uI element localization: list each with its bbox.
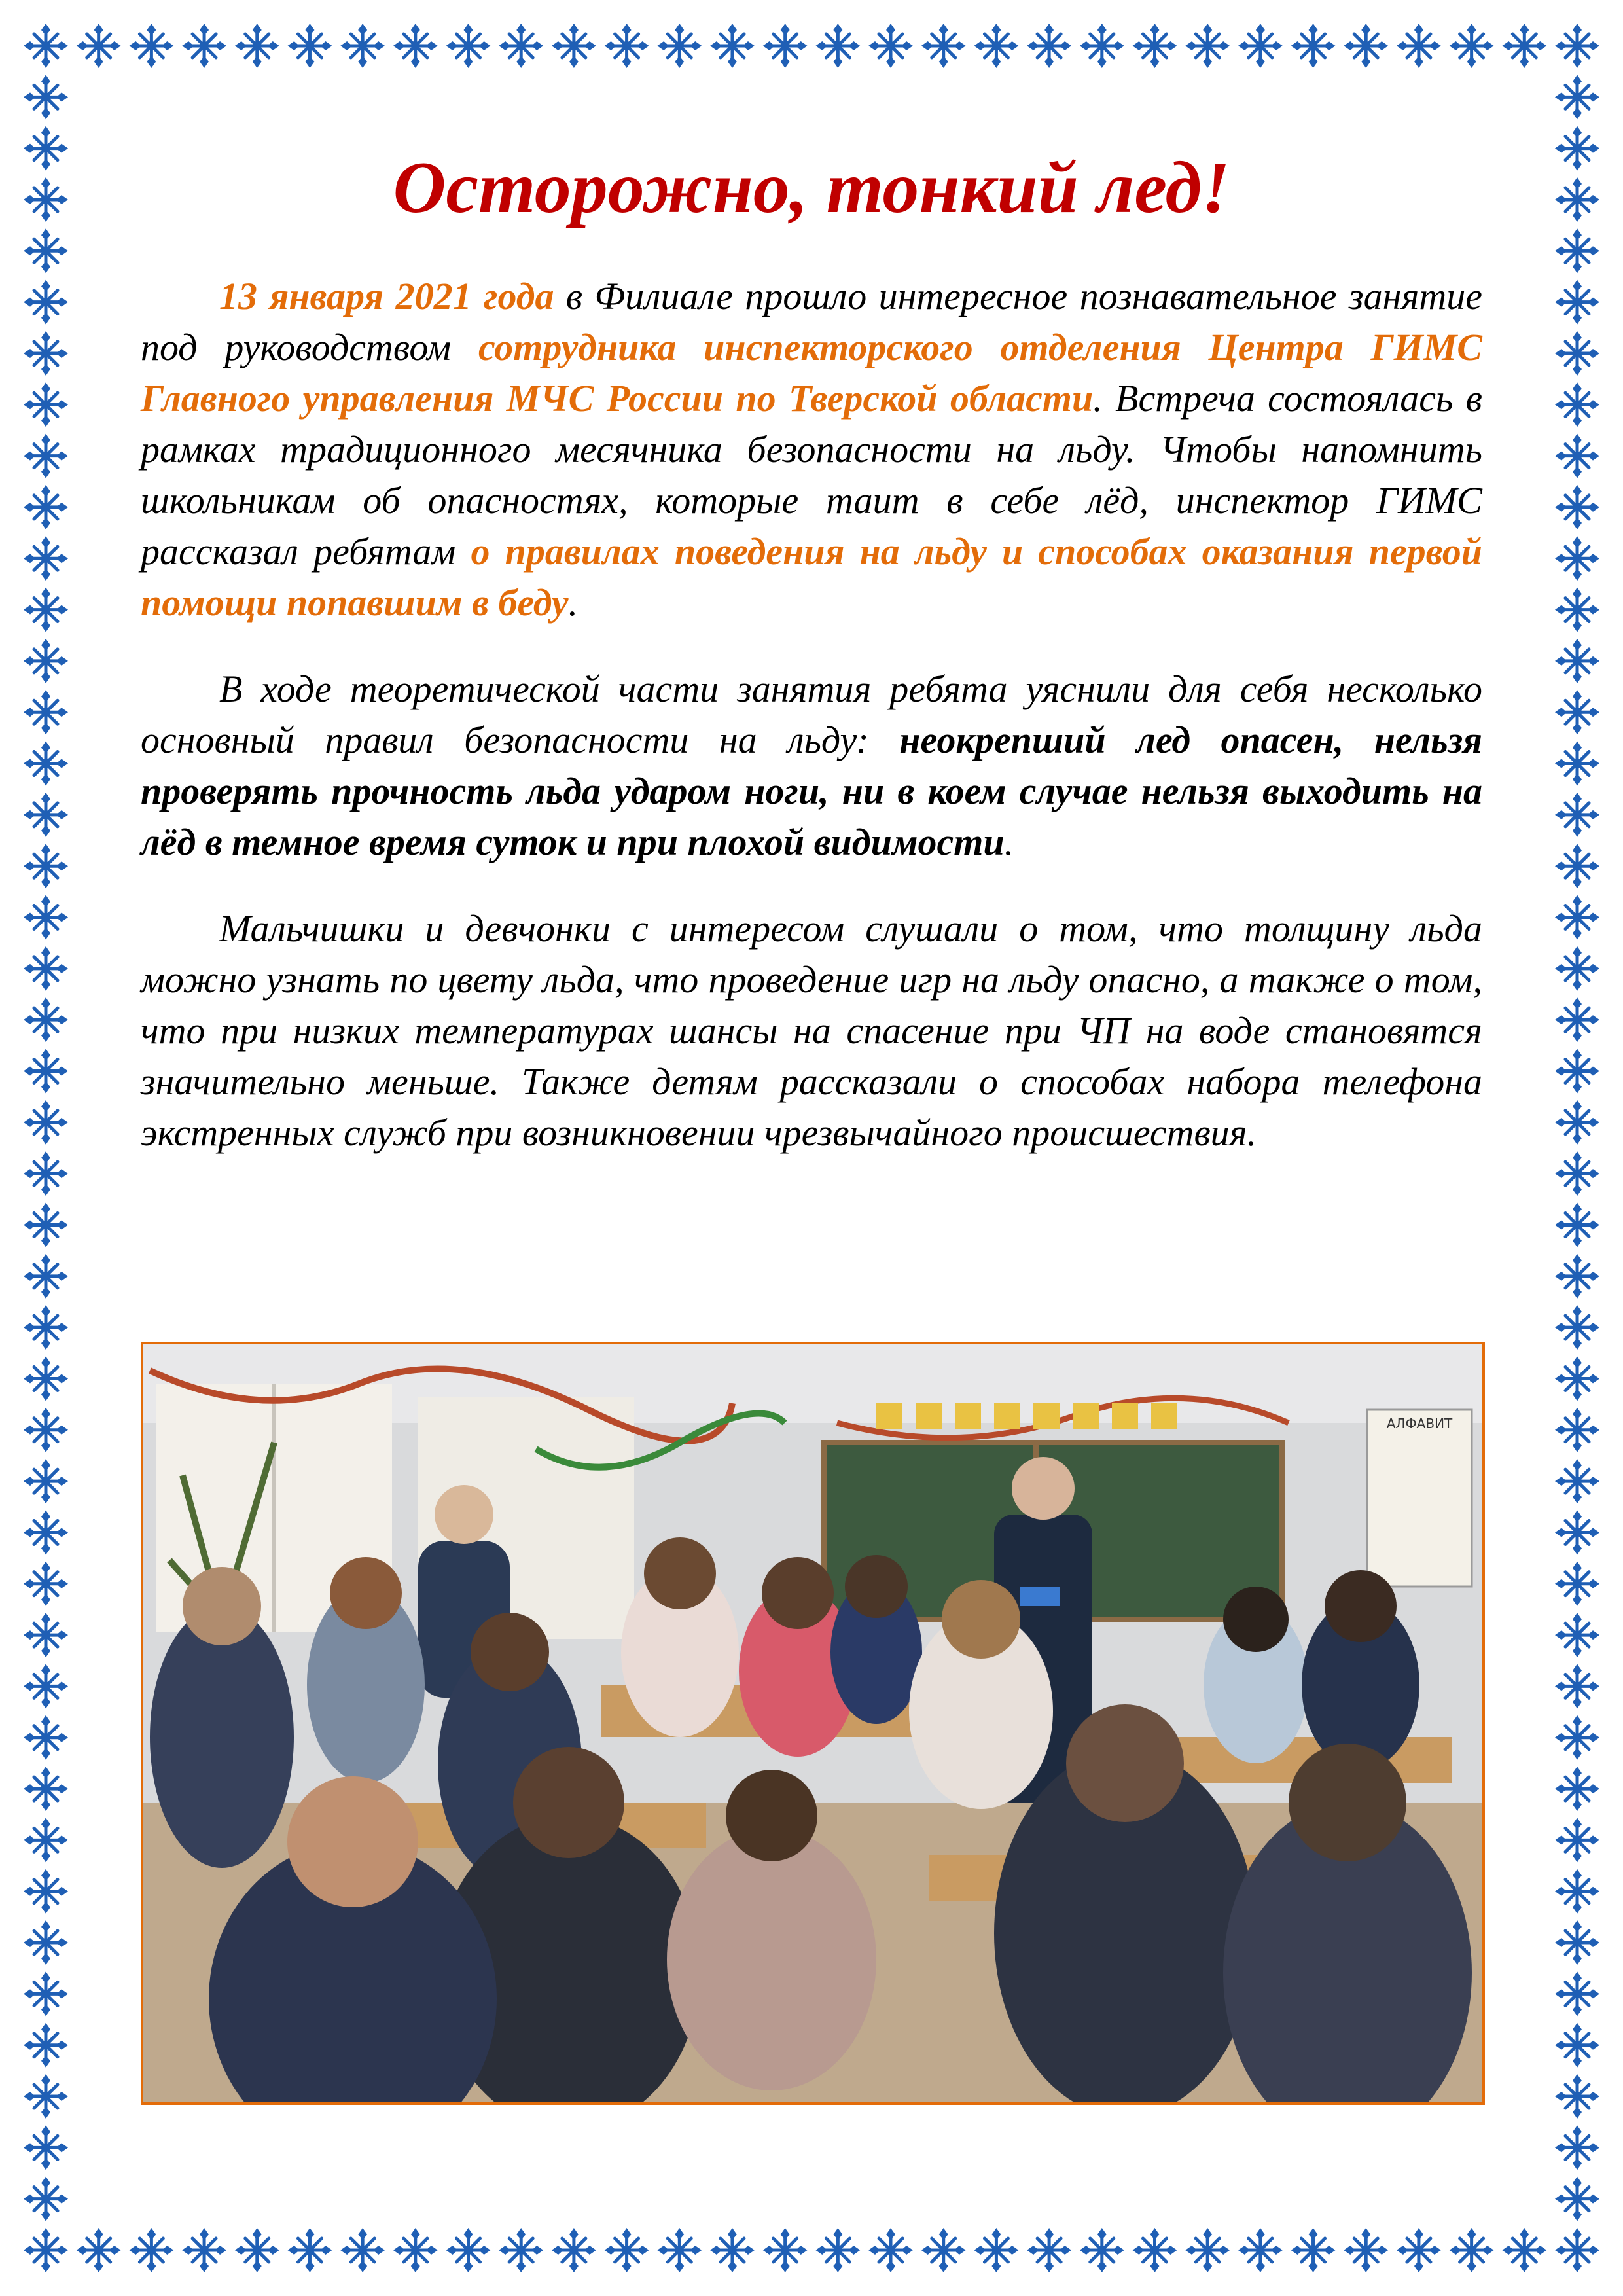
snowflake-icon <box>24 1202 68 1247</box>
snowflake-icon <box>552 2228 596 2272</box>
snowflake-icon <box>1555 742 1599 786</box>
snowflake-icon <box>1555 997 1599 1042</box>
snowflake-icon <box>1502 2228 1546 2272</box>
snowflake-icon <box>24 793 68 837</box>
snowflake-icon <box>1555 1202 1599 1247</box>
snowflake-icon <box>1555 690 1599 734</box>
snowflake-icon <box>24 1510 68 1554</box>
snowflake-icon <box>24 1664 68 1708</box>
snowflake-icon <box>1555 1818 1599 1862</box>
snowflake-icon <box>1185 2228 1230 2272</box>
snowflake-icon <box>182 24 226 68</box>
snowflake-icon <box>24 280 68 325</box>
snowflake-icon <box>182 2228 226 2272</box>
snowflake-icon <box>974 24 1018 68</box>
snowflake-icon <box>1132 2228 1177 2272</box>
snowflake-icon <box>1397 24 1441 68</box>
snowflake-icon <box>24 331 68 376</box>
snowflake-icon <box>24 2023 68 2068</box>
snowflake-icon <box>24 639 68 683</box>
snowflake-icon <box>287 2228 332 2272</box>
snowflake-icon <box>1555 1562 1599 1606</box>
snowflake-icon <box>129 2228 173 2272</box>
snowflake-icon <box>24 1613 68 1657</box>
snowflake-icon <box>1291 24 1336 68</box>
snowflake-icon <box>446 2228 491 2272</box>
snowflake-icon <box>1555 946 1599 991</box>
p2-text-2: . <box>1004 821 1014 864</box>
snowflake-icon <box>1555 1664 1599 1708</box>
snowflake-icon <box>868 2228 913 2272</box>
snowflake-icon <box>24 1869 68 1914</box>
snowflake-icon <box>1344 24 1388 68</box>
snowflake-icon <box>1555 485 1599 529</box>
snowflake-icon <box>24 1356 68 1401</box>
document-body <box>141 124 1482 1194</box>
snowflake-icon <box>24 1818 68 1862</box>
snowflake-icon <box>24 1767 68 1811</box>
snowflake-icon <box>1555 588 1599 632</box>
snowflake-icon <box>1555 536 1599 581</box>
snowflake-icon <box>235 24 279 68</box>
snowflake-icon <box>1555 177 1599 222</box>
snowflake-icon <box>77 24 121 68</box>
snowflake-icon <box>657 24 702 68</box>
snowflake-icon <box>1555 1613 1599 1657</box>
safety-rules-bold: неокрепший лед опасен, нельзя проверять прочность льда ударом ноги, ни в коем случае нельзя выходить на лёд в темное время суток и при плохой видимости <box>141 719 1482 864</box>
snowflake-icon <box>24 690 68 734</box>
snowflake-icon <box>1555 1100 1599 1145</box>
snowflake-icon <box>24 126 68 171</box>
snowflake-icon <box>24 997 68 1042</box>
snowflake-icon <box>1555 639 1599 683</box>
snowflake-icon <box>1555 1869 1599 1914</box>
snowflake-icon <box>24 1920 68 1965</box>
snowflake-icon <box>1450 2228 1494 2272</box>
snowflake-icon <box>815 2228 860 2272</box>
snowflake-icon <box>1555 75 1599 119</box>
snowflake-icon <box>1555 1715 1599 1760</box>
poster-label: АЛФАВИТ <box>1386 1416 1453 1431</box>
snowflake-icon <box>921 2228 966 2272</box>
snowflake-icon <box>24 24 68 68</box>
snowflake-icon <box>24 2074 68 2119</box>
paragraph-1 <box>141 271 1482 628</box>
snowflake-icon <box>1555 1459 1599 1503</box>
snowflake-icon <box>24 1305 68 1350</box>
snowflake-icon <box>129 24 173 68</box>
snowflake-icon <box>24 1049 68 1094</box>
snowflake-icon <box>1555 24 1599 68</box>
snowflake-icon <box>393 24 438 68</box>
snowflake-icon <box>287 24 332 68</box>
snowflake-icon <box>1555 2074 1599 2119</box>
snowflake-icon <box>1555 1510 1599 1554</box>
p1-text-2: . Встреча состоялась в рамках традиционного месячника безопасности на льду. Чтобы напомнить школьникам об опасностях, которые таит в себе лёд, инспектор ГИМС рассказал ребятам <box>141 377 1482 573</box>
snowflake-icon <box>24 1562 68 1606</box>
snowflake-icon <box>1555 1767 1599 1811</box>
snowflake-icon <box>1344 2228 1388 2272</box>
snowflake-icon <box>24 228 68 273</box>
snowflake-icon <box>24 742 68 786</box>
snowflake-icon <box>340 24 385 68</box>
snowflake-icon <box>1238 24 1283 68</box>
snowflake-icon <box>24 2177 68 2221</box>
snowflake-icon <box>1185 24 1230 68</box>
snowflake-icon <box>24 844 68 888</box>
snowflake-icon <box>763 2228 808 2272</box>
p1-text-3: . <box>568 581 578 624</box>
snowflake-icon <box>1397 2228 1441 2272</box>
page-title: Осторожно, тонкий лед! <box>393 147 1230 228</box>
snowflake-icon <box>815 24 860 68</box>
snowflake-icon <box>499 24 543 68</box>
snowflake-icon <box>605 2228 649 2272</box>
p3-text: Мальчишки и девчонки с интересом слушали о том, что толщину льда можно узнать по цвету льда, что проведение игр на льду опасно, а также о том, что при низких температурах шансы на спасение при ЧП на воде становятся значительно меньше. Также детям рассказали о способах набора телефона экстренных служб при возникновении чрезвычайного происшествия. <box>141 907 1482 1155</box>
snowflake-icon <box>1132 24 1177 68</box>
snowflake-icon <box>1450 24 1494 68</box>
snowflake-icon <box>552 24 596 68</box>
snowflake-icon <box>1555 2177 1599 2221</box>
snowflake-icon <box>1027 24 1071 68</box>
snowflake-icon <box>24 536 68 581</box>
snowflake-icon <box>1080 2228 1124 2272</box>
snowflake-icon <box>1555 2125 1599 2170</box>
snowflake-icon <box>1555 1305 1599 1350</box>
rules-highlight: о правилах поведения на льду и способах оказания первой помощи попавшим в беду <box>141 530 1482 624</box>
snowflake-icon <box>24 1408 68 1452</box>
snowflake-icon <box>1555 126 1599 171</box>
paragraph-2 <box>141 664 1482 868</box>
snowflake-icon <box>1555 228 1599 273</box>
snowflake-icon <box>1027 2228 1071 2272</box>
snowflake-icon <box>446 24 491 68</box>
employee-highlight: сотрудника инспекторского отделения Центра ГИМС Главного управления МЧС России по Тверской области <box>141 326 1482 420</box>
snowflake-icon <box>24 946 68 991</box>
snowflake-icon <box>1555 1356 1599 1401</box>
snowflake-icon <box>24 434 68 478</box>
snowflake-icon <box>605 24 649 68</box>
snowflake-icon <box>499 2228 543 2272</box>
snowflake-icon <box>1555 434 1599 478</box>
snowflake-icon <box>1291 2228 1336 2272</box>
snowflake-icon <box>24 2228 68 2272</box>
snowflake-icon <box>921 24 966 68</box>
snowflake-icon <box>710 2228 755 2272</box>
snowflake-icon <box>763 24 808 68</box>
snowflake-icon <box>1555 382 1599 427</box>
snowflake-icon <box>974 2228 1018 2272</box>
snowflake-icon <box>1502 24 1546 68</box>
snowflake-icon <box>1555 793 1599 837</box>
paragraph-3 <box>141 903 1482 1158</box>
snowflake-icon <box>24 2125 68 2170</box>
snowflake-icon <box>340 2228 385 2272</box>
snowflake-icon <box>657 2228 702 2272</box>
snowflake-icon <box>393 2228 438 2272</box>
snowflake-icon <box>24 1151 68 1196</box>
snowflake-icon <box>24 177 68 222</box>
snowflake-icon <box>1555 1151 1599 1196</box>
event-date: 13 января 2021 года <box>219 275 554 318</box>
snowflake-icon <box>1555 2228 1599 2272</box>
snowflake-icon <box>1555 1408 1599 1452</box>
snowflake-icon <box>24 1254 68 1299</box>
snowflake-icon <box>24 895 68 940</box>
snowflake-icon <box>1555 2023 1599 2068</box>
snowflake-icon <box>24 1971 68 2016</box>
p2-text-1: В ходе теоретической части занятия ребята уяснили для себя несколько основный правил безопасности на льду: <box>141 668 1482 762</box>
snowflake-icon <box>24 1459 68 1503</box>
snowflake-icon <box>1080 24 1124 68</box>
snowflake-icon <box>24 485 68 529</box>
snowflake-icon <box>24 75 68 119</box>
snowflake-icon <box>1555 1920 1599 1965</box>
classroom-photo <box>141 1342 1485 2105</box>
snowflake-icon <box>1555 1049 1599 1094</box>
snowflake-icon <box>235 2228 279 2272</box>
snowflake-icon <box>868 24 913 68</box>
snowflake-icon <box>24 1715 68 1760</box>
snowflake-icon <box>1555 895 1599 940</box>
snowflake-icon <box>77 2228 121 2272</box>
p1-text-1: в Филиале прошло интересное познавательное занятие под руководством <box>141 275 1482 369</box>
snowflake-icon <box>1555 1971 1599 2016</box>
snowflake-icon <box>1555 331 1599 376</box>
snowflake-icon <box>1238 2228 1283 2272</box>
snowflake-icon <box>24 1100 68 1145</box>
snowflake-icon <box>24 382 68 427</box>
snowflake-icon <box>1555 280 1599 325</box>
snowflake-icon <box>710 24 755 68</box>
snowflake-icon <box>24 588 68 632</box>
snowflake-icon <box>1555 1254 1599 1299</box>
snowflake-icon <box>1555 844 1599 888</box>
